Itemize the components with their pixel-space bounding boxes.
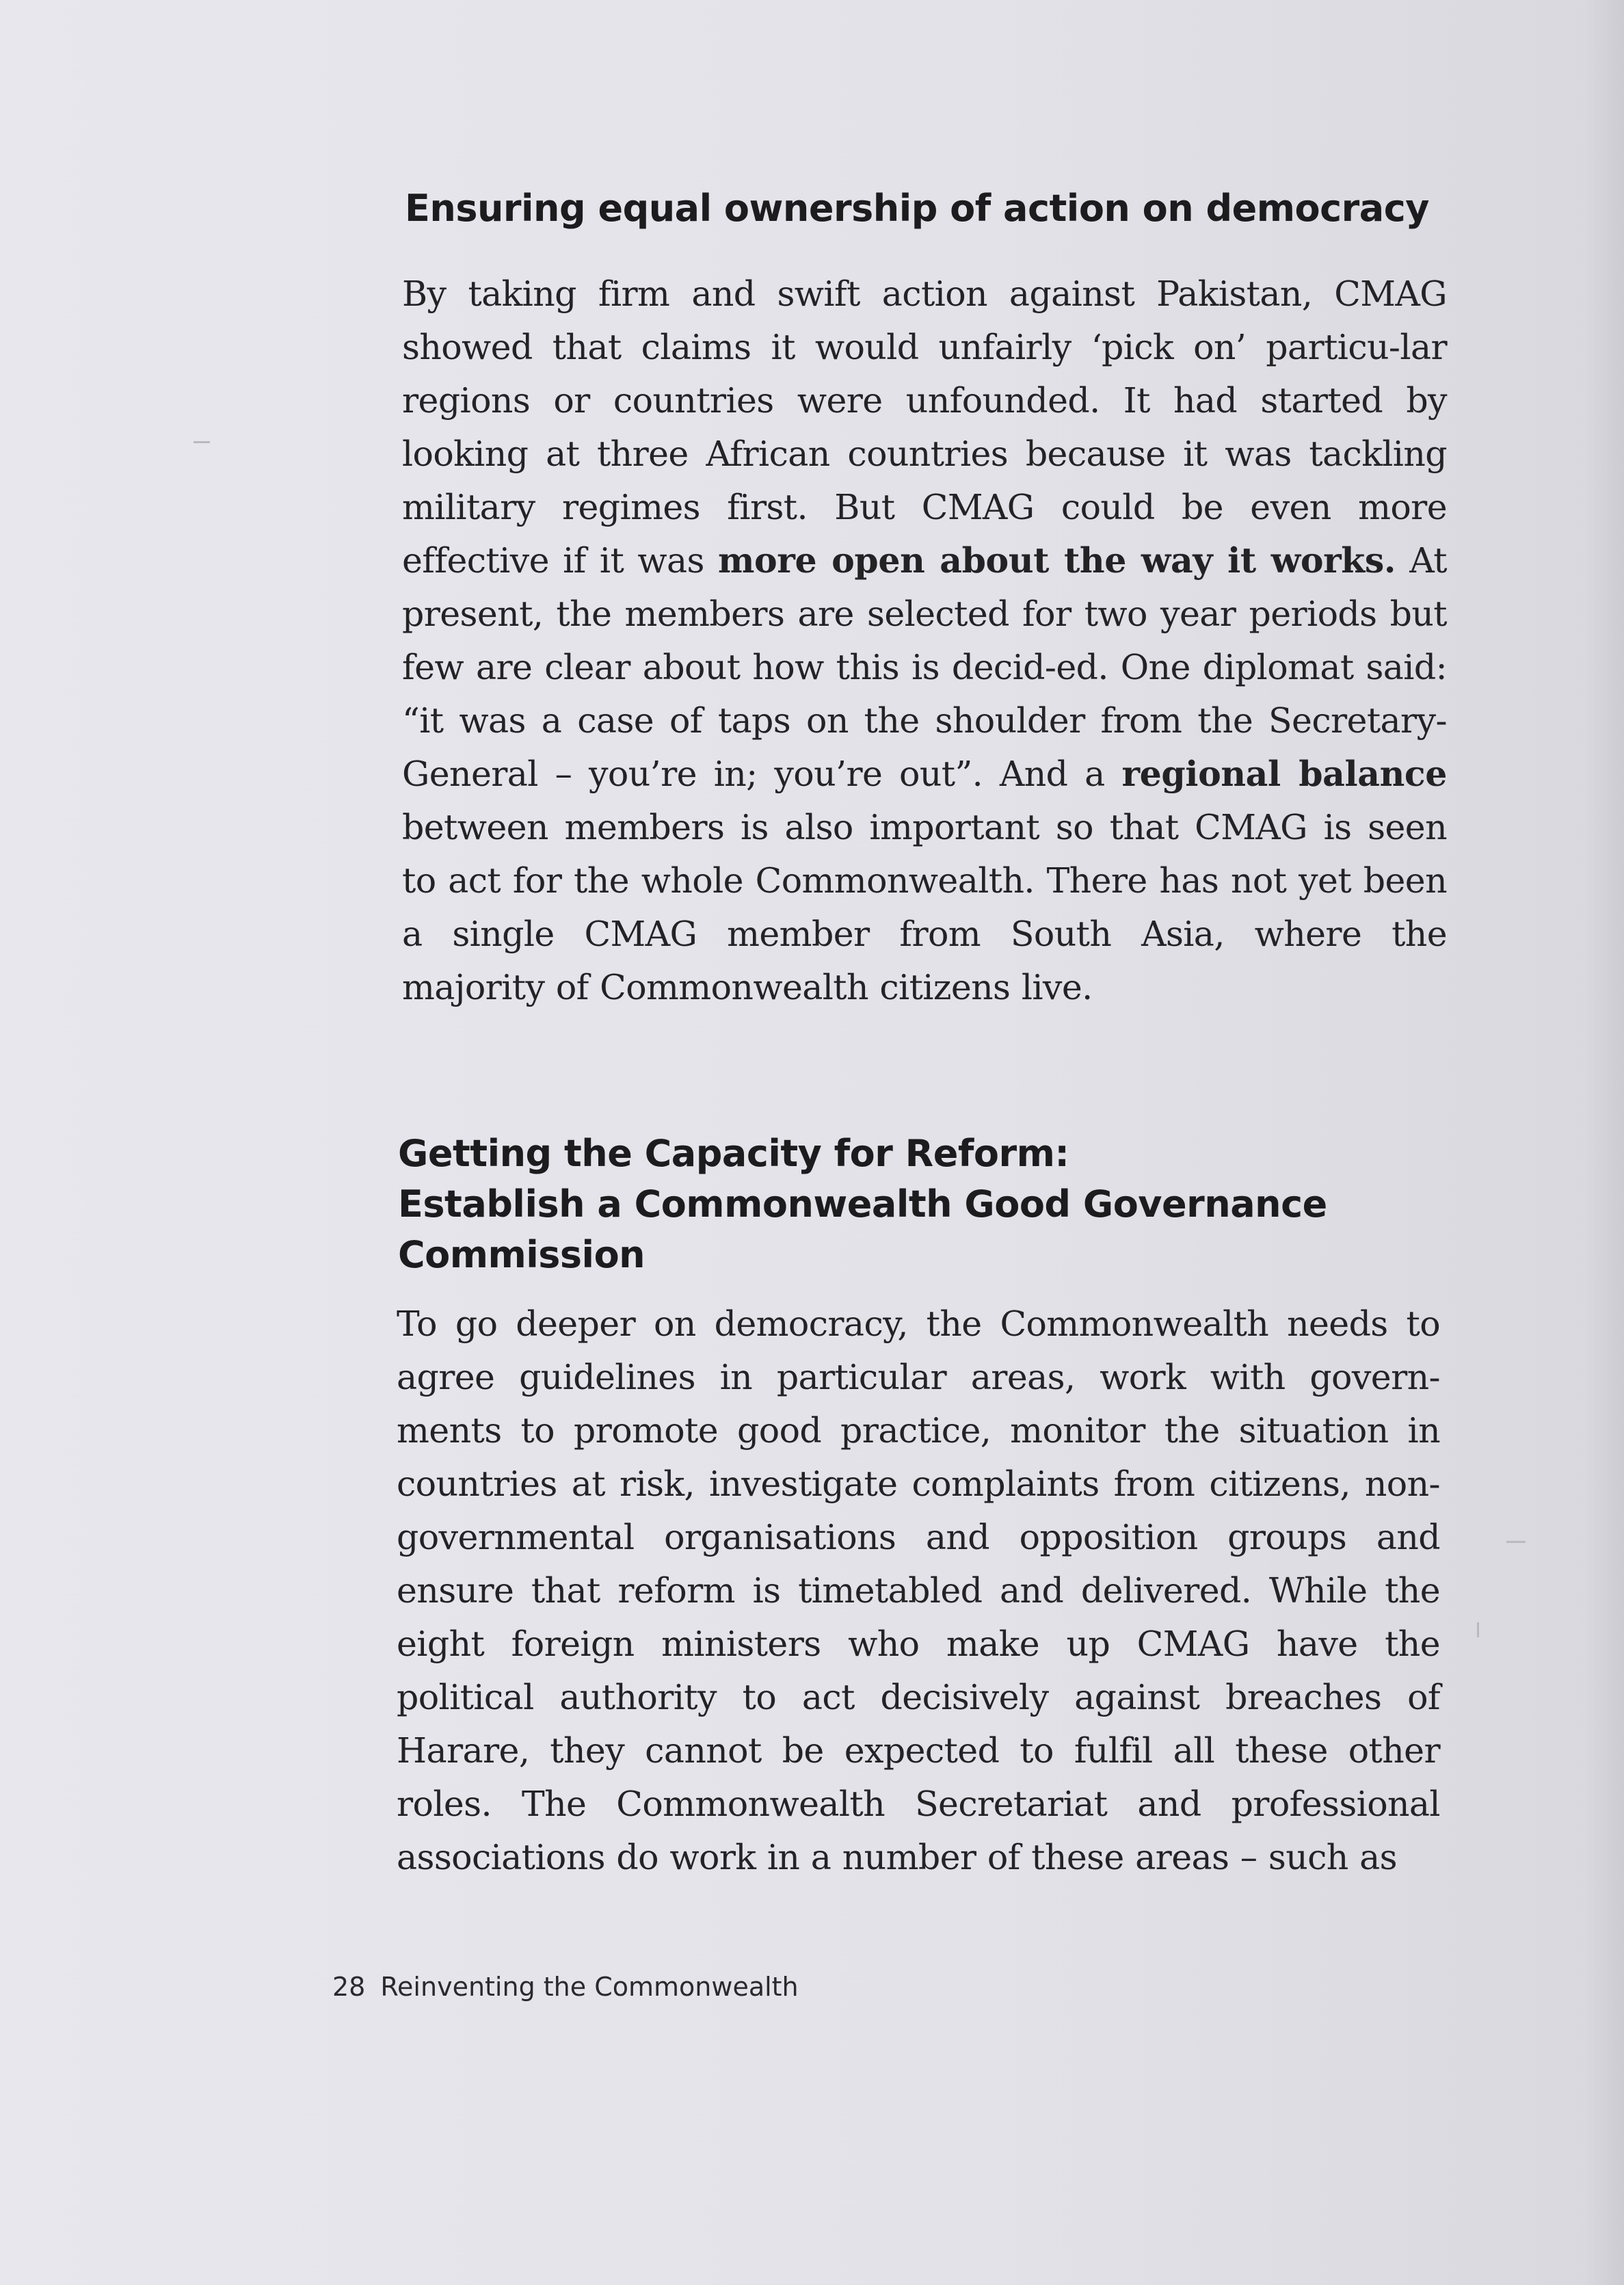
heading-line: Getting the Capacity for Reform:	[398, 1132, 1069, 1175]
paragraph-text: At present, the members are selected for two year periods but few are clear about how this is decid-ed. One diplomat said: “it was a case of taps on the shoulder from the Secretary-General – you’re in; you’re out”. And a	[402, 540, 1447, 794]
page-footer	[332, 1970, 799, 2004]
heading-line: Commission	[398, 1233, 645, 1276]
section-heading-capacity-for-reform	[398, 1128, 1424, 1280]
running-title: Reinventing the Commonwealth	[380, 1972, 799, 2002]
margin-mark	[194, 441, 210, 443]
paragraph-going-deeper: To go deeper on democracy, the Commonwealth needs to agree guidelines in particular areas, work with govern-ments to promote good practice, monitor the situation in countries at risk, investigate complaints from citizens, non-governmental organisations and opposition groups and ensure that reform is timetabled and delivered. While the eight foreign ministers who make up CMAG have the political authority to act decisively against breaches of Harare, they cannot be expected to fulfil all these other roles. The Commonwealth Secretariat and professional associations do work in a number of these areas – such as	[397, 1304, 1440, 1877]
heading-line: Establish a Commonwealth Good Governance	[398, 1183, 1327, 1226]
paragraph-text: By taking firm and swift action against Pakistan, CMAG showed that claims it would unfairly ‘pick on’ particu-lar regions or countries were unfounded. It had started by looking at three African countries because it was tackling military regimes first. But CMAG could be even more effective if it was	[402, 274, 1447, 581]
margin-mark	[1506, 1541, 1526, 1543]
paragraph-text: between members is also important so that CMAG is seen to act for the whole Commonwealth. There has not yet been a single CMAG member from South Asia, where the majority of Commonwealth citizens live.	[402, 807, 1447, 1007]
section-heading-equal-ownership: Ensuring equal ownership of action on democracy	[405, 187, 1429, 230]
paragraph-equal-ownership	[402, 267, 1447, 1014]
bold-phrase-more-open: more open about the way it works.	[717, 540, 1396, 581]
margin-mark	[1477, 1622, 1479, 1637]
page-number: 28	[332, 1972, 366, 2002]
bold-phrase-regional-balance: regional balance	[1121, 754, 1447, 794]
